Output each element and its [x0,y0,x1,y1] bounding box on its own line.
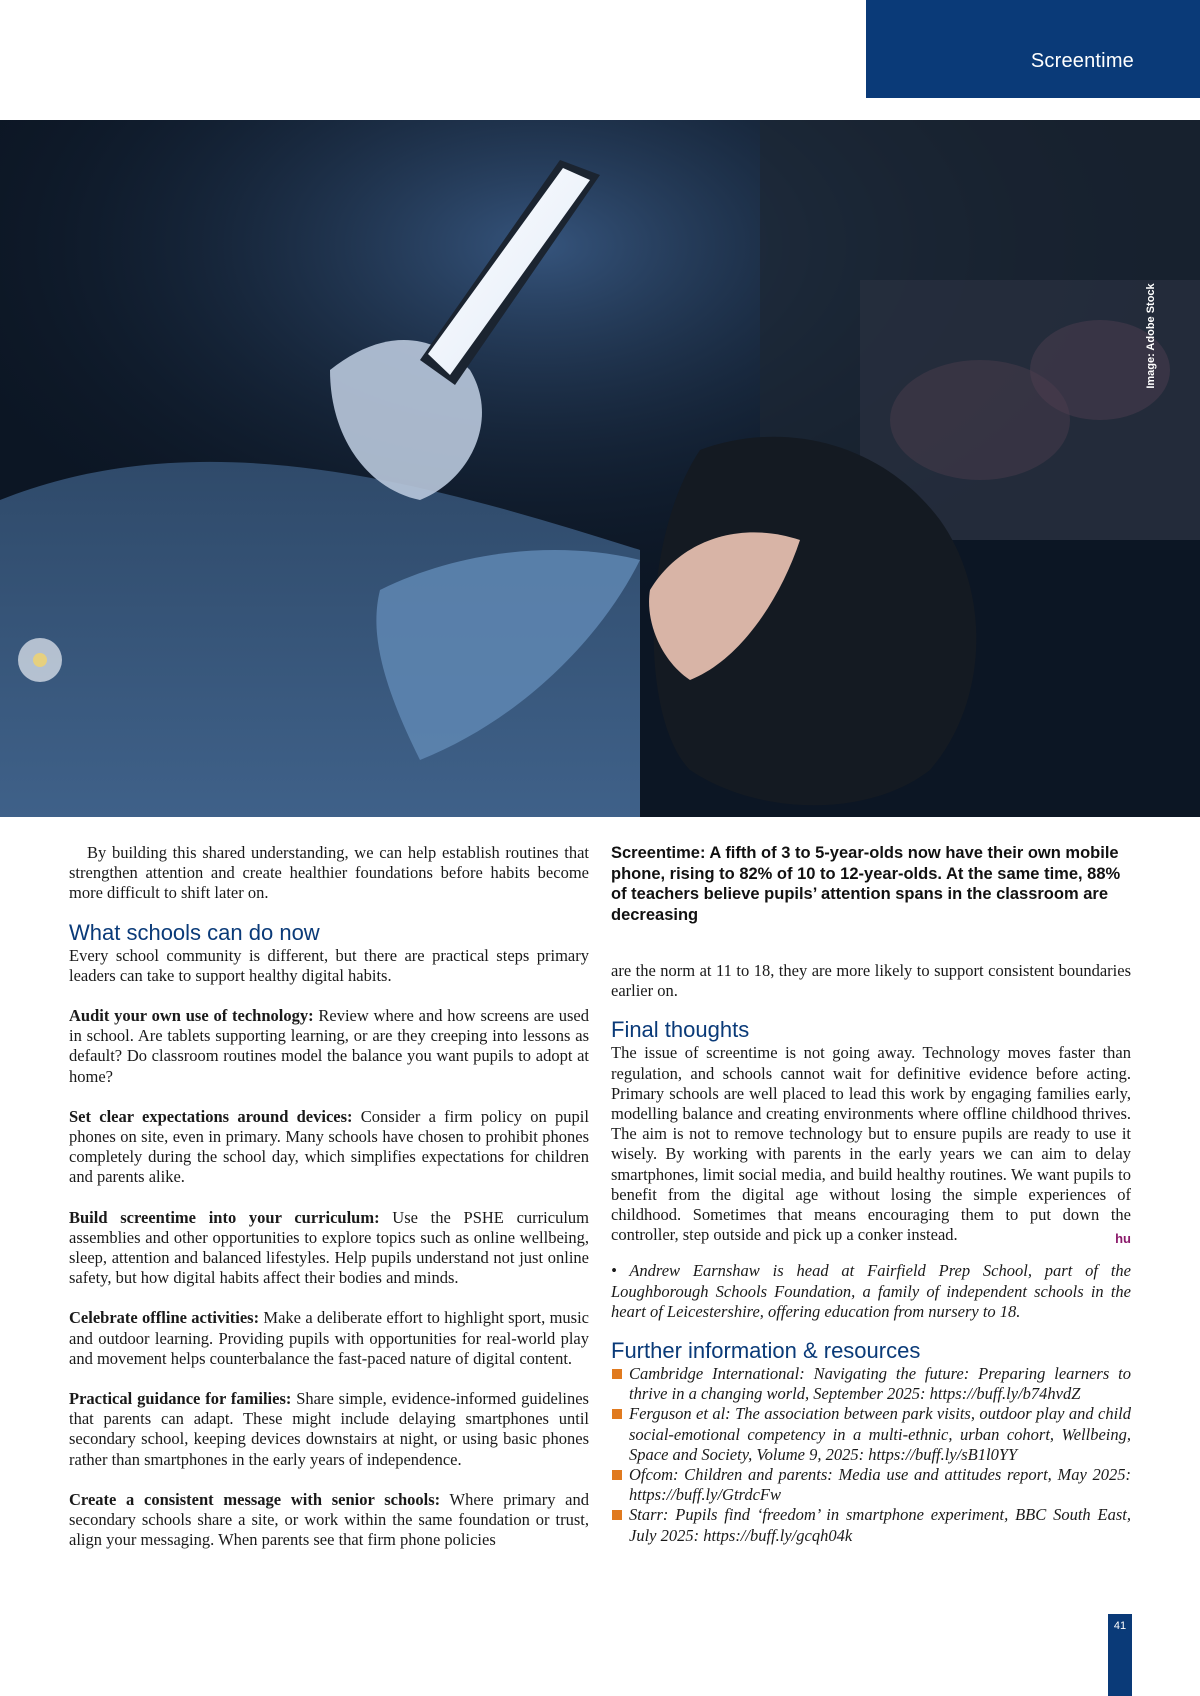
author-bio: • Andrew Earnshaw is head at Fairfield Prep School, part of the Loughborough Schools Foundation, a family of independent schools in the heart of Leicestershire, offering education from nursery to 18. [611,1261,1131,1321]
section-tab [866,0,1200,98]
resources-heading: Further information & resources [611,1338,921,1364]
resource-item: Ferguson et al: The association between park visits, outdoor play and child social-emotional competency in a multi-ethnic, urban cohort, Wellbeing, Space and Society, Volume 9, 2025: https://buff.ly/sB1l0YY [611,1404,1131,1465]
hero-photo [0,120,1200,817]
resource-item: Starr: Pupils find ‘freedom’ in smartphone experiment, BBC South East, July 2025: https://buff.ly/gcqh04k [611,1505,1131,1545]
page-number: 41 [1113,1620,1127,1632]
page-number-tab [1108,1614,1132,1696]
resources-list [611,1364,1131,1546]
resource-item: Ofcom: Children and parents: Media use and attitudes report, May 2025: https://buff.ly/GtrdcFw [611,1465,1131,1505]
left-column [69,843,589,1550]
photo-credit: Image: Adobe Stock [1145,283,1157,389]
end-mark-icon: hu [1115,1231,1131,1247]
right-column [611,843,1131,1546]
section-heading: What schools can do now [69,919,320,945]
section-label: Screentime [1030,50,1134,72]
resource-item: Cambridge International: Navigating the future: Preparing learners to thrive in a changing world, September 2025: https://buff.ly/b74hvdZ [611,1364,1131,1404]
list-item: Audit your own use of technology: Review where and how screens are used in school. Are tablets supporting learning, or are they creeping into lessons as default? Do classroom routines model the balance you want pupils to adopt at home? [69,1006,589,1086]
list-item: Build screentime into your curriculum: Use the PSHE curriculum assemblies and other opportunities to explore topics such as online wellbeing, sleep, attention and balanced lifestyles. Help pupils understand not just online safety, but how digital habits affect their bodies and minds. [69,1207,589,1288]
list-item: Create a consistent message with senior schools: Where primary and secondary schools share a site, or work within the same foundation or trust, align your messaging. When parents see that firm phone policies [69,1489,589,1550]
standfirst: Screentime: A fifth of 3 to 5-year-olds now have their own mobile phone, rising to 82% of 10 to 12-year-olds. At the same time, 88% of teachers believe pupils’ attention spans in the classroom are decreasing [611,844,1121,924]
list-item: Practical guidance for families: Share simple, evidence-informed guidelines that parents can adapt. These might include delaying smartphones until secondary school, keeping devices downstairs at night, or using basic phones rather than smartphones in the early years of independence. [69,1389,589,1469]
intro-paragraph: By building this shared understanding, we can help establish routines that strengthen attention and create healthier foundations before habits become more difficult to shift later on. [69,843,589,903]
bullet-square-icon [612,1510,622,1520]
final-thoughts-heading: Final thoughts [611,1017,750,1043]
bullet-square-icon [612,1470,622,1480]
section-intro: Every school community is different, but there are practical steps primary leaders can take to support healthy digital habits. [69,945,589,985]
final-thoughts-paragraph: The issue of screentime is not going away. Technology moves faster than regulation, and schools cannot wait for definitive evidence before acting. Primary schools are well placed to lead this work by engaging families early, modelling balance and creating environments where offline childhood thrives. The aim is not to remove technology but to ensure pupils are ready to use it wisely. By working with parents in the early years we can aim to delay smartphones, limit social media, and build healthy routines. We want pupils to benefit from the digital age without losing the simple experiences of childhood. Sometimes that means encouraging them to put down the controller, step outside and pick up a conker instead. hu [611,1043,1131,1245]
bullet-square-icon [612,1409,622,1419]
bullet-square-icon [612,1369,622,1379]
child-with-phone-illustration [0,120,1200,817]
continuation-paragraph: are the norm at 11 to 18, they are more likely to support consistent boundaries earlier on. [611,961,1131,1001]
list-item: Celebrate offline activities: Make a deliberate effort to highlight sport, music and outdoor learning. Providing pupils with opportunities for real-world play and movement helps counterbalance the fast-paced nature of digital content. [69,1308,589,1368]
list-item: Set clear expectations around devices: Consider a firm policy on pupil phones on site, even in primary. Many schools have chosen to prohibit phones completely during the school day, which simplifies expectations for children and parents alike. [69,1106,589,1187]
